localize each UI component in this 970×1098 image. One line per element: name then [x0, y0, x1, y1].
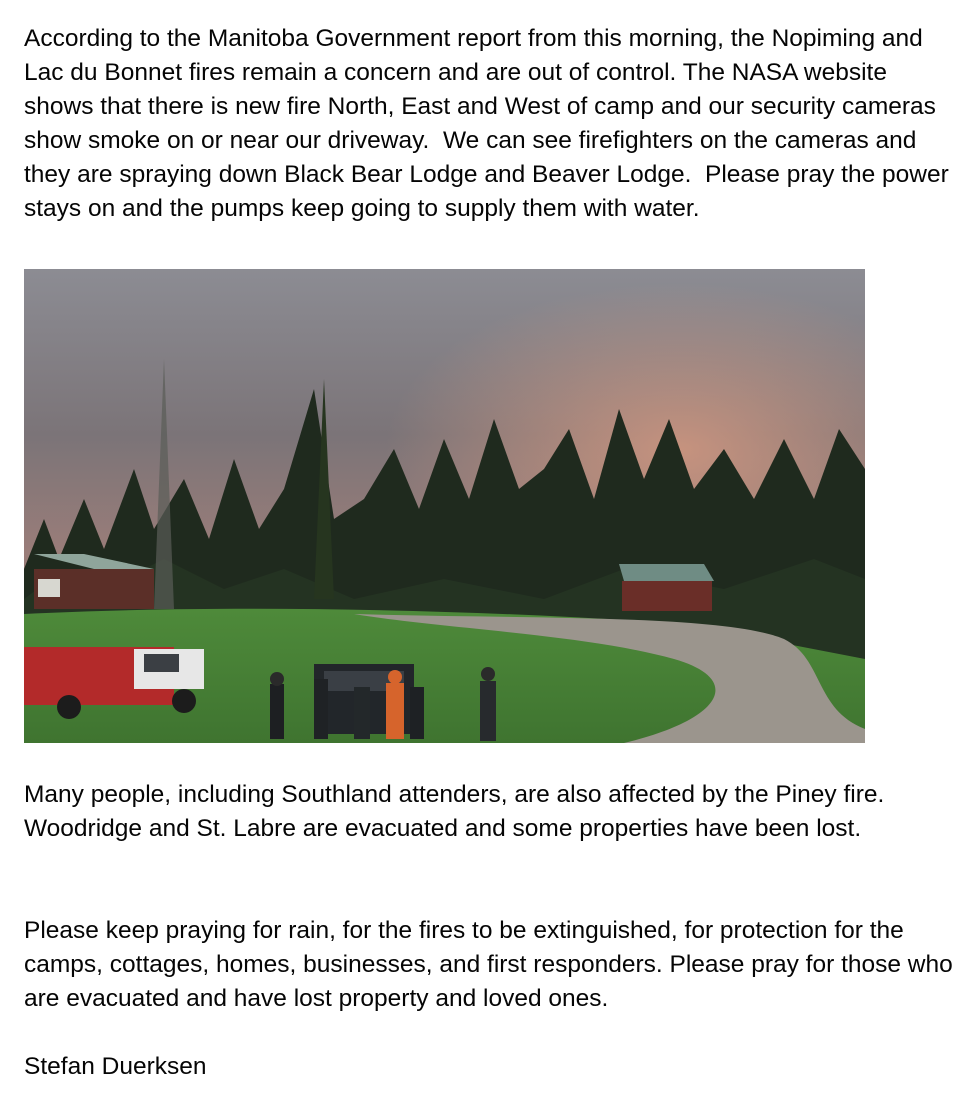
post-paragraph-3: Please keep praying for rain, for the fires to be extinguished, for protection for the camps, cottages, homes, businesses, and first responders. Please pray for those who are evacuated and have lost property and loved ones. — [24, 917, 960, 1012]
post-photo[interactable] — [24, 269, 865, 743]
post-signature: Stefan Duerksen — [24, 1053, 207, 1080]
post-paragraph-1: According to the Manitoba Government report from this morning, the Nopiming and Lac du Bonnet fires remain a concern and are out of control. The NASA website shows that there is new fire North, East and West of camp and our security cameras show smoke on or near our driveway. We can see firefighters on the cameras and they are spraying down Black Bear Lodge and Beaver Lodge. Please pray the power stays on and the pumps keep going to supply them with water. — [24, 25, 956, 222]
camp-smoke-image — [24, 269, 865, 743]
post-paragraph-2: Many people, including Southland attenders, are also affected by the Piney fire. Woodridge and St. Labre are evacuated and some properties have been lost. — [24, 781, 898, 842]
